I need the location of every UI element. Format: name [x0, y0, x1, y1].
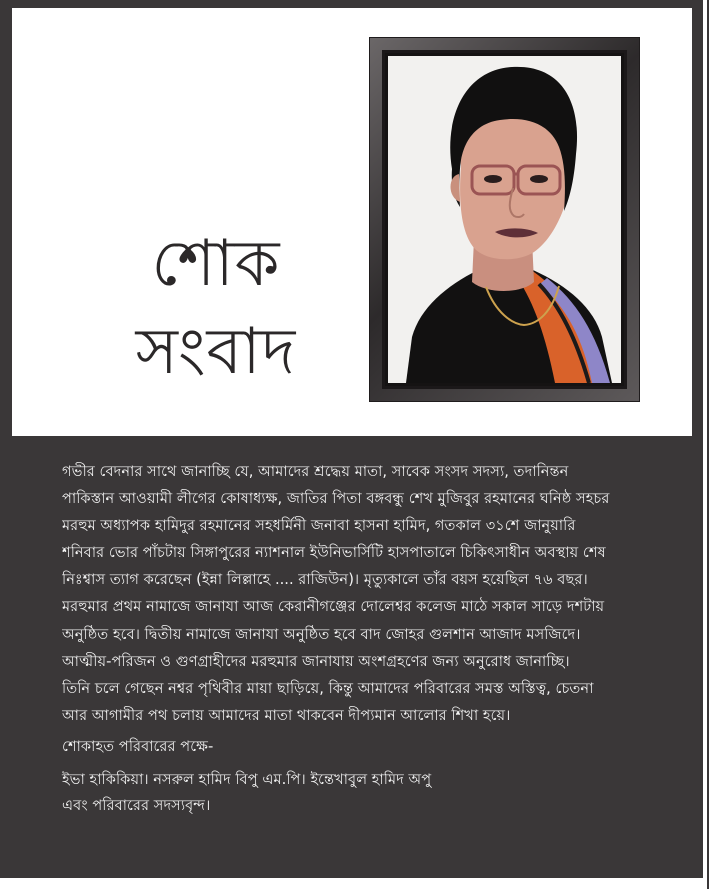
closing-line: শোকাহত পরিবারের পক্ষে-	[62, 738, 214, 755]
obituary-line-3: মরহুম অধ্যাপক হামিদুর রহমানের সহধর্মিনী জনাবা হাসনা হামিদ, গতকাল ৩১শে জানুয়ারি	[62, 517, 576, 535]
signature-line-1: ইভা হাকিকিয়া। নসরুল হামিদ বিপু এম.পি। ইন্তেখাবুল হামিদ অপু	[62, 771, 432, 788]
page-edge-line	[707, 0, 713, 889]
obituary-line-9: তিনি চলে গেছেন নশ্বর পৃথিবীর মায়া ছাড়িয়ে, কিন্তু আমাদের পরিবারের সমস্ত অস্তিত্ব, চেতনা	[62, 679, 594, 697]
portrait-frame-inner	[382, 50, 627, 389]
portrait-illustration	[388, 56, 621, 383]
signature-line-2: এবং পরিবারের সদস্যবৃন্দ।	[62, 797, 211, 814]
portrait-left-eye	[484, 175, 502, 183]
obituary-line-2: পাকিস্তান আওয়ামী লীগের কোষাধ্যক্ষ, জাতির পিতা বঙ্গবন্ধু শেখ মুজিবুর রহমানের ঘনিষ্ঠ সহচর	[62, 490, 610, 508]
obituary-line-8: আত্মীয়-পরিজন ও গুণগ্রাহীদের মরহুমার জানাযায় অংশগ্রহণের জন্য অনুরোধ জানাচ্ছি।	[62, 652, 570, 670]
signatures	[62, 767, 431, 819]
headline-line-2: সংবাদ	[135, 315, 297, 389]
headline-line-1: শোক	[151, 227, 281, 301]
obituary-line-4: শনিবার ভোর পাঁচটায় সিঙ্গাপুরের ন্যাশনাল ইউনিভার্সিটি হাসপাতালে চিকিৎসাধীন অবস্থায় শেষ	[62, 544, 606, 562]
obituary-line-6: মরহুমার প্রথম নামাজে জানাযা আজ কেরানীগঞ্জের দোলেশ্বর কলেজ মাঠে সকাল সাড়ে দশটায়	[62, 598, 605, 616]
obituary-line-5: নিঃশ্বাস ত্যাগ করেছেন (ইন্না লিল্লাহে .... রাজিউন)। মৃত্যুকালে তাঁর বয়স হয়েছিল ৭৬ বছর।	[62, 571, 588, 589]
portrait-photo	[388, 56, 621, 383]
obituary-line-7: অনুষ্ঠিত হবে। দ্বিতীয় নামাজে জানাযা অনুষ্ঠিত হবে বাদ জোহর গুলশান আজাদ মসজিদে।	[62, 625, 581, 643]
obituary-line-1: গভীর বেদনার সাথে জানাচ্ছি যে, আমাদের শ্রদ্ধেয় মাতা, সাবেক সংসদ সদস্য, তদানিন্তন	[62, 463, 569, 480]
obituary-body	[62, 458, 644, 729]
portrait-frame	[369, 37, 640, 402]
portrait-right-eye	[530, 175, 548, 183]
obituary-line-10: আর আগামীর পথ চলায় আমাদের মাতা থাকবেন দীপ্যমান আলোর শিখা হয়ে।	[62, 706, 511, 724]
